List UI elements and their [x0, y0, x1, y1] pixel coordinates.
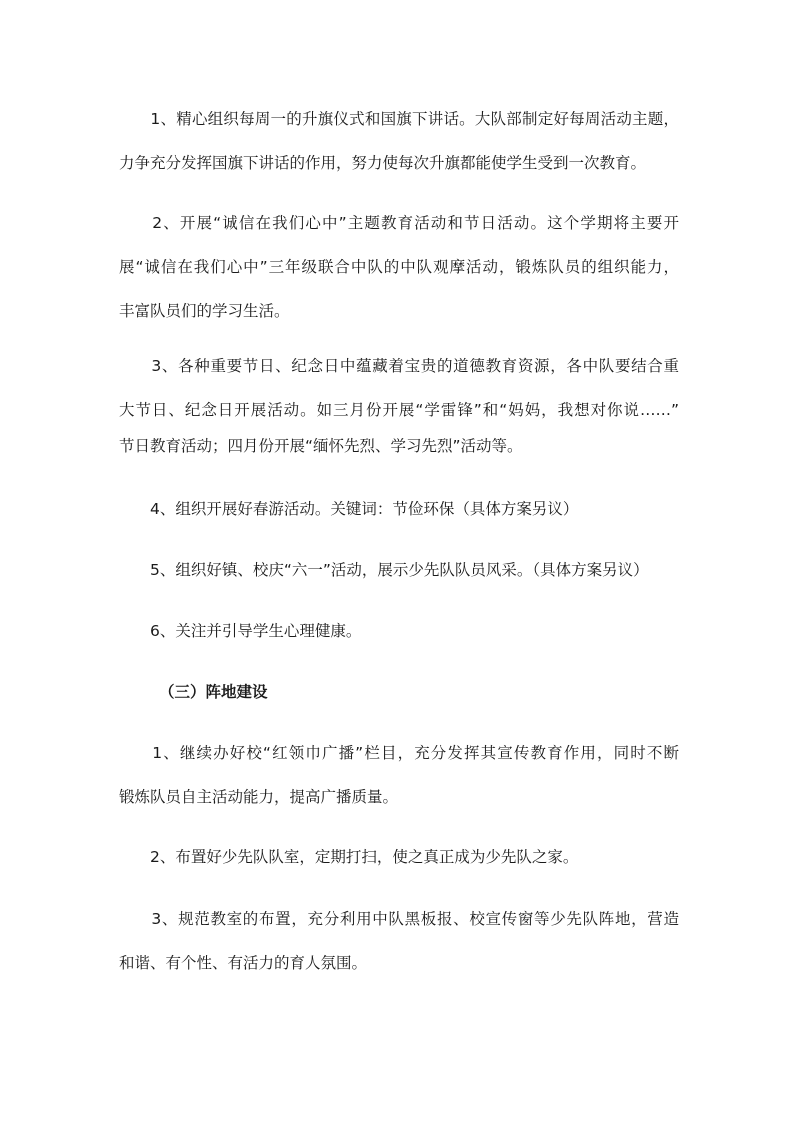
- text-line: 4、组织开展好春游活动。关键词：节俭环保（具体方案另议）: [119, 500, 579, 518]
- text-line: 丰富队员们的学习生活。: [119, 302, 290, 320]
- text-line: 1、继续办好校“红领巾广播”栏目，充分发挥其宣传教育作用，同时不断: [119, 744, 679, 762]
- paragraph-radio-program: [119, 744, 679, 806]
- text-line: 6、关注并引导学生心理健康。: [119, 622, 362, 640]
- text-line: 节日教育活动；四月份开展“缅怀先烈、学习先烈”活动等。: [119, 437, 523, 455]
- text-line: 5、组织好镇、校庆“六一”活动，展示少先队队员风采。（具体方案另议）: [119, 561, 649, 579]
- section-heading-base-building: （三）阵地建设: [159, 683, 268, 701]
- paragraph-festival-education: [119, 357, 679, 455]
- text-line: 3、规范教室的布置，充分利用中队黑板报、校宣传窗等少先队阵地，营造: [119, 910, 679, 928]
- text-line: 2、布置好少先队队室，定期打扫，使之真正成为少先队之家。: [119, 848, 579, 866]
- text-line: 1、精心组织每周一的升旗仪式和国旗下讲话。大队部制定好每周活动主题，: [119, 110, 679, 128]
- text-line: 3、各种重要节日、纪念日中蕴藏着宝贵的道德教育资源，各中队要结合重: [119, 357, 679, 375]
- text-line: 大节日、纪念日开展活动。如三月份开展“学雷锋”和“妈妈，我想对你说……”: [119, 401, 679, 419]
- paragraph-mental-health: [119, 622, 679, 640]
- text-line: 力争充分发挥国旗下讲话的作用，努力使每次升旗都能使学生受到一次教育。: [119, 154, 647, 172]
- text-line: 锻炼队员自主活动能力，提高广播质量。: [119, 788, 399, 806]
- paragraph-integrity-activity: [119, 214, 679, 320]
- paragraph-pioneer-room: [119, 848, 679, 866]
- paragraph-classroom-layout: [119, 910, 679, 972]
- text-line: 2、开展“诚信在我们心中”主题教育活动和节日活动。这个学期将主要开: [119, 214, 679, 232]
- paragraph-spring-outing: [119, 500, 679, 518]
- paragraph-flag-ceremony: [119, 110, 679, 172]
- paragraph-childrens-day: [119, 561, 679, 579]
- text-line: 和谐、有个性、有活力的育人氛围。: [119, 954, 368, 972]
- text-line: 展“诚信在我们心中”三年级联合中队的中队观摩活动，锻炼队员的组织能力，: [119, 258, 679, 276]
